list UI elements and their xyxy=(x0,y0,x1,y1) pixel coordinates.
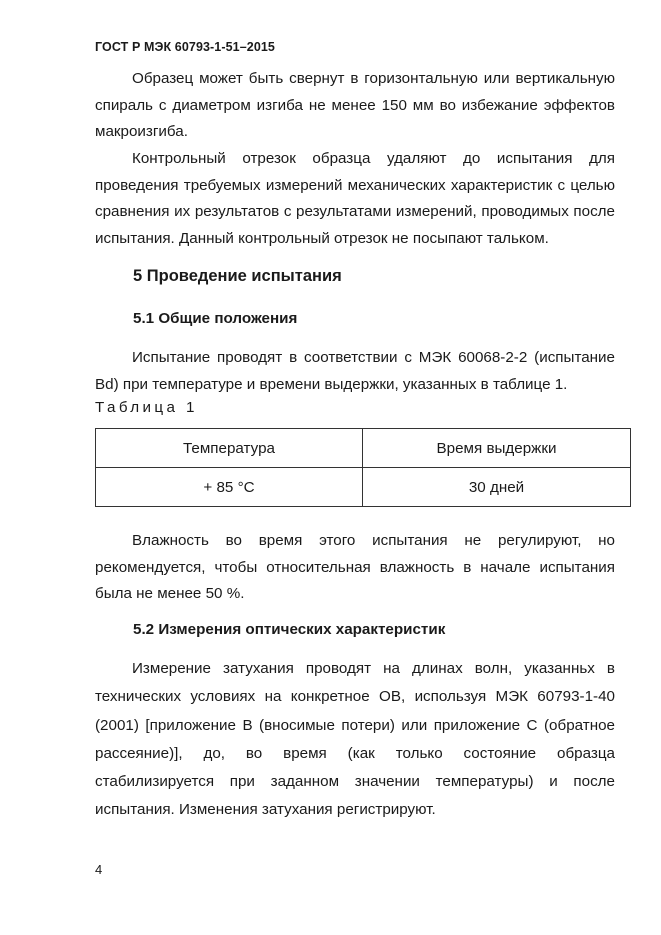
conditions-table xyxy=(95,428,631,507)
page-number: 4 xyxy=(95,862,103,877)
table-row xyxy=(96,468,631,507)
paragraph-attenuation-measurement: Измерение затухания проводят на длинах волн, указанньх в технических условиях на конкретное ОВ, используя МЭК 60793-1-40 (2001) [приложение В (вносимые потери) или приложение С (обратное рассеяние)], до, во время (как только состояние образца стабилизируется при заданном значении температуры) и после испытания. Изменения затухания регистрируют. xyxy=(95,660,615,819)
table-cell: + 85 °С xyxy=(96,468,363,507)
paragraph-control-segment: Контрольный отрезок образца удаляют до испытания для проведения требуемых измерений механических характеристик с целью сравнения их результатов с результатами измерений, проводимых после испытания. Данный контрольный отрезок не посыпают тальком. xyxy=(95,150,615,247)
table-header-cell: Температура xyxy=(96,429,363,468)
section-heading-5-2: 5.2 Измерения оптических характеристик xyxy=(133,621,446,638)
table-header-cell: Время выдержки xyxy=(363,429,631,468)
paragraph-test-procedure: Испытание проводят в соответствии с МЭК 60068-2-2 (испытание Bd) при температуре и времени выдержки, указанных в таблице 1. xyxy=(95,349,615,393)
table-cell: 30 дней xyxy=(363,468,631,507)
paragraph-humidity: Влажность во время этого испытания не регулируют, но рекомендуется, чтобы относительная влажность в начале испытания была не менее 50 %. xyxy=(95,532,615,602)
table-header-row xyxy=(96,429,631,468)
standard-header: ГОСТ Р МЭК 60793-1-51–2015 xyxy=(95,40,275,54)
table-caption: Таблица 1 xyxy=(95,399,198,416)
section-heading-5: 5 Проведение испытания xyxy=(133,267,342,285)
paragraph-sample-coil: Образец может быть свернут в горизонтальную или вертикальную спираль с диаметром изгиба не менее 150 мм во избежание эффектов макроизгиба. xyxy=(95,70,615,140)
section-heading-5-1: 5.1 Общие положения xyxy=(133,310,298,327)
